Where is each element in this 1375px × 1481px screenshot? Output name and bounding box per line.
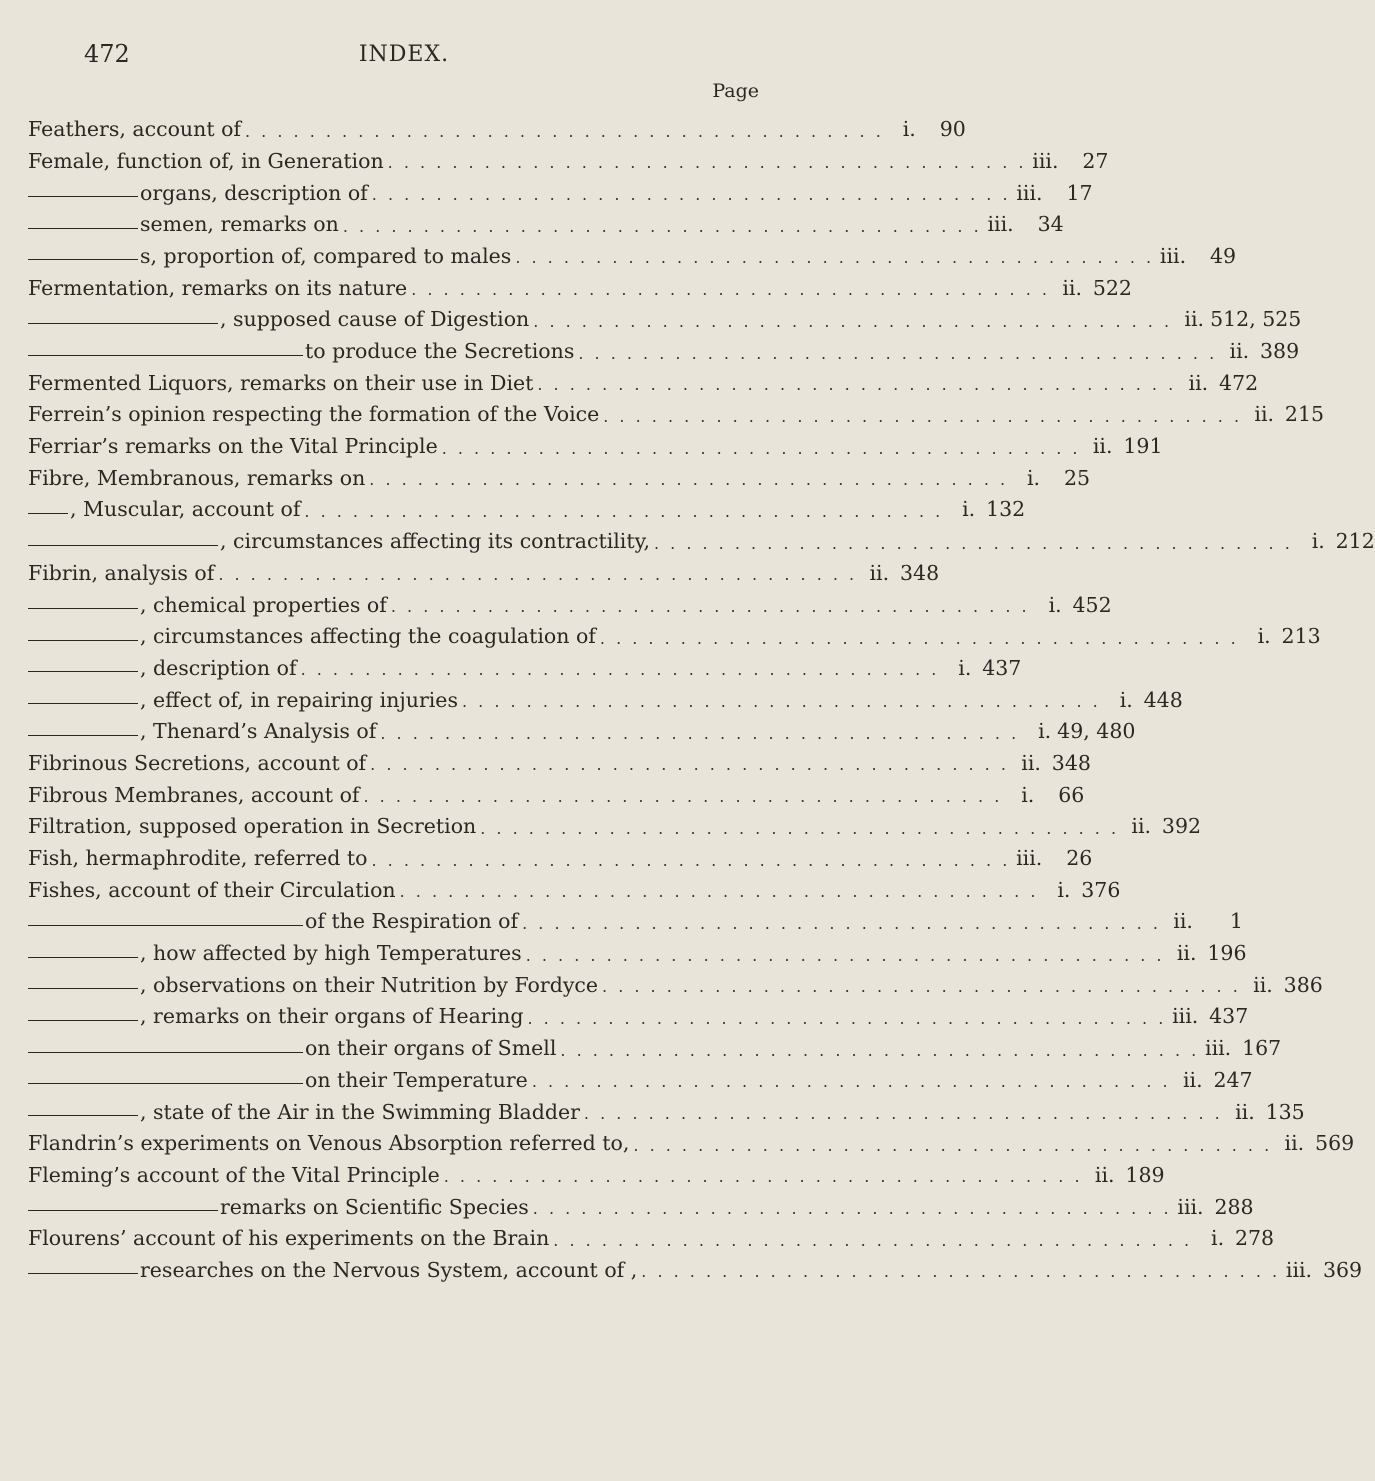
index-entry	[28, 266, 1132, 300]
dot-leader: . . . . . . . . . . . . . . . . . . . . . . . . . . . . . . . . . . . . . . . .	[390, 597, 1030, 616]
dot-leader: . . . . . . . . . . . . . . . . . . . . . . . . . . . . . . . . . . . . . . . .	[533, 311, 1173, 331]
dot-leader: . . . . . . . . . . . . . . . . . . . . . . . . . . . . . . . . . . . . . . . .	[399, 882, 1039, 902]
ditto-dash	[28, 640, 138, 641]
entry-text: researches on the Nervous System, account of ,	[140, 1257, 638, 1282]
ditto-dash	[28, 259, 138, 260]
ditto-dash	[28, 1115, 138, 1116]
dot-leader: . . . . . . . . . . . . . . . . . . . . . . . . . . . . . . . . . . . . . . . .	[369, 470, 1009, 490]
entry-page: 392	[1161, 814, 1202, 839]
entry-volume: ii.	[1184, 307, 1205, 332]
entry-volume: ii.	[1176, 941, 1197, 966]
entry-page: 49	[1210, 243, 1237, 268]
ditto-dash	[28, 355, 303, 356]
entry-text: , effect of, in repairing injuries	[140, 687, 458, 712]
ditto-dash	[28, 735, 138, 736]
dot-leader: . . . . . . . . . . . . . . . . . . . . . . . . . . . . . . . . . . . . . . . .	[480, 818, 1120, 838]
index-entry	[28, 393, 1325, 427]
entry-page: 389	[1260, 339, 1300, 363]
index-entry	[28, 298, 1302, 332]
dot-leader: . . . . . . . . . . . . . . . . . . . . . . . . . . . . . . . . . . . . . . . .	[371, 185, 1011, 205]
dot-leader: . . . . . . . . . . . . . . . . . . . . . . . . . . . . . . . . . . . . . . . .	[370, 755, 1009, 775]
entry-text: , how affected by high Temperatures	[140, 941, 522, 966]
entry-page: 386	[1283, 972, 1323, 997]
index-entry	[28, 1090, 1305, 1124]
dot-leader: . . . . . . . . . . . . . . . . . . . . . . . . . . . . . . . . . . . . . . . .	[387, 153, 1027, 173]
index-entry	[28, 520, 1375, 554]
index-entry	[28, 869, 1121, 902]
index-entry	[28, 710, 1136, 744]
index-entry	[28, 425, 1163, 459]
entry-volume: i.	[1021, 782, 1035, 807]
entry-text: , remarks on their organs of Hearing	[140, 1004, 524, 1029]
index-entry	[28, 330, 1300, 363]
entry-page: 17	[1066, 180, 1093, 205]
entry-volume: iii.	[1177, 1194, 1204, 1219]
entry-volume: i.	[1311, 529, 1325, 554]
ditto-dash	[28, 1083, 303, 1084]
entry-page: 278	[1234, 1226, 1275, 1251]
entry-text: Filtration, supposed operation in Secretion	[28, 814, 477, 839]
entry-volume: i.	[1057, 877, 1071, 902]
entry-text: Fibrous Membranes, account of	[28, 782, 360, 807]
index-entry	[28, 805, 1202, 839]
ditto-dash	[28, 988, 138, 989]
index-entry	[28, 235, 1237, 268]
dot-leader: . . . . . . . . . . . . . . . . . . . . . . . . . . . . . . . . . . . . . . . .	[527, 1008, 1167, 1028]
entry-page: 27	[1082, 148, 1109, 173]
index-entry	[28, 1154, 1165, 1187]
entry-page: 348	[899, 560, 940, 585]
entry-page: 34	[1037, 212, 1064, 237]
index-entry	[28, 1249, 1363, 1282]
entry-text: Fibre, Membranous, remarks on	[28, 465, 366, 490]
index-entry	[28, 900, 1243, 934]
entry-text: Flourens’ account of his experiments on the Brain	[28, 1226, 550, 1251]
entry-text: , observations on their Nutrition by Fordyce	[140, 972, 599, 997]
entry-page: 212	[1335, 529, 1375, 554]
index-entry	[28, 615, 1321, 649]
entry-volume: i.	[902, 117, 916, 142]
entry-text: on their Temperature	[305, 1067, 528, 1092]
entry-page: 437	[1209, 1004, 1249, 1029]
index-entries	[28, 108, 1375, 1282]
entry-text: Flandrin’s experiments on Venous Absorption referred to,	[28, 1131, 630, 1156]
entry-text: Fermented Liquors, remarks on their use in Diet	[28, 370, 534, 395]
entry-text: Fleming’s account of the Vital Principle	[28, 1162, 440, 1187]
entry-volume: ii.	[1229, 339, 1250, 363]
entry-page: 135	[1265, 1099, 1305, 1124]
dot-leader: . . . . . . . . . . . . . . . . . . . . . . . . . . . . . . . . . . . . . . . .	[532, 1199, 1172, 1219]
page-header	[84, 40, 724, 70]
entry-text: s, proportion of, compared to males	[140, 243, 512, 268]
index-entry	[28, 678, 1183, 712]
index-entry	[28, 203, 1064, 237]
entry-volume: i.	[962, 497, 976, 522]
entry-page: 1	[1229, 909, 1243, 934]
index-entry	[28, 964, 1323, 997]
entry-page: 369	[1322, 1257, 1363, 1282]
entry-volume: ii.	[1182, 1067, 1203, 1092]
index-entry	[28, 1027, 1282, 1061]
dot-leader: . . . . . . . . . . . . . . . . . . . . . . . . . . . . . . . . . . . . . . . .	[363, 787, 1003, 807]
entry-page: 189	[1125, 1162, 1165, 1187]
entry-volume: iii.	[1205, 1036, 1232, 1061]
entry-text: Ferriar’s remarks on the Vital Principle	[28, 434, 438, 459]
dot-leader: . . . . . . . . . . . . . . . . . . . . . . . . . . . . . . . . . . . . . . . .	[578, 343, 1218, 363]
entry-volume: iii.	[1159, 243, 1187, 268]
entry-text: , Thenard’s Analysis of	[140, 719, 377, 744]
entry-page: 247	[1213, 1067, 1253, 1092]
entry-page: 215	[1284, 402, 1325, 427]
index-entry	[28, 552, 940, 585]
entry-volume: ii.	[1235, 1099, 1255, 1124]
dot-leader: . . . . . . . . . . . . . . . . . . . . . . . . . . . . . . . . . . . . . . . .	[531, 1072, 1171, 1092]
index-entry	[28, 457, 1091, 490]
entry-text: Feathers, account of	[28, 117, 241, 142]
entry-text: , description of	[140, 655, 297, 680]
ditto-dash	[28, 228, 138, 229]
dot-leader: . . . . . . . . . . . . . . . . . . . . . . . . . . . . . . . . . . . . . . . .	[525, 945, 1165, 965]
page-column-label: Page	[712, 80, 759, 102]
entry-volume: ii.	[1188, 370, 1209, 395]
index-entry	[28, 583, 1112, 617]
entry-volume: i.	[1257, 624, 1271, 649]
entry-volume: ii.	[1173, 909, 1193, 934]
index-entry	[28, 1059, 1253, 1092]
index-entry	[28, 837, 1093, 870]
entry-page: 25	[1063, 465, 1091, 490]
dot-leader: . . . . . . . . . . . . . . . . . . . . . . . . . . . . . . . . . . . . . . . .	[461, 692, 1101, 712]
dot-leader: . . . . . . . . . . . . . . . . . . . . . . . . . . . . . . . . . . . . . . . .	[371, 850, 1011, 870]
entry-page: 90	[939, 117, 966, 142]
index-entry	[28, 647, 1022, 680]
ditto-dash	[28, 513, 68, 514]
ditto-dash	[28, 545, 218, 546]
dot-leader: . . . . . . . . . . . . . . . . . . . . . . . . . . . . . . . . . . . . . . . .	[553, 1230, 1193, 1250]
page-number: 472	[84, 40, 130, 68]
ditto-dash	[28, 1052, 303, 1053]
entry-volume: iii.	[987, 212, 1014, 237]
index-entry	[28, 171, 1093, 205]
entry-volume: iii.	[1172, 1004, 1199, 1029]
entry-page: 167	[1242, 1036, 1282, 1061]
dot-leader: . . . . . . . . . . . . . . . . . . . . . . . . . . . . . . . . . . . . . . . .	[411, 280, 1050, 300]
entry-volume: iii.	[1285, 1257, 1313, 1282]
entry-text: Fibrin, analysis of	[28, 560, 215, 585]
ditto-dash	[28, 957, 138, 958]
entry-text: Ferrein’s opinion respecting the formation of the Voice	[28, 402, 600, 427]
dot-leader: . . . . . . . . . . . . . . . . . . . . . . . . . . . . . . . . . . . . . . . .	[515, 248, 1155, 268]
index-entry	[28, 488, 1026, 522]
entry-volume: ii.	[1021, 750, 1041, 775]
entry-volume: i.	[958, 655, 972, 680]
index-entry	[28, 995, 1249, 1029]
entry-volume: ii.	[1092, 434, 1113, 459]
entry-text: organs, description of	[140, 180, 368, 205]
entry-page: 522	[1092, 275, 1132, 300]
dot-leader: . . . . . . . . . . . . . . . . . . . . . . . . . . . . . . . . . . . . . . . .	[522, 913, 1161, 933]
dot-leader: . . . . . . . . . . . . . . . . . . . . . . . . . . . . . . . . . . . . . . . .	[603, 406, 1243, 426]
dot-leader: . . . . . . . . . . . . . . . . . . . . . . . . . . . . . . . . . . . . . . . .	[380, 723, 1020, 743]
entry-page: 191	[1123, 434, 1163, 459]
dot-leader: . . . . . . . . . . . . . . . . . . . . . . . . . . . . . . . . . . . . . . . .	[633, 1135, 1273, 1155]
entry-volume: iii.	[1016, 180, 1043, 205]
entry-volume: i.	[1119, 687, 1133, 712]
entry-page: 288	[1214, 1194, 1254, 1219]
index-entry	[28, 932, 1247, 966]
entry-page: 66	[1058, 782, 1085, 807]
entry-text: Fish, hermaphrodite, referred to	[28, 846, 368, 870]
ditto-dash	[28, 608, 138, 609]
entry-page: 569	[1315, 1131, 1355, 1156]
entry-volume: ii.	[1254, 402, 1275, 427]
entry-volume: ii.	[869, 560, 890, 585]
dot-leader: . . . . . . . . . . . . . . . . . . . . . . . . . . . . . . . . . . . . . . . .	[537, 375, 1177, 395]
ditto-dash	[28, 925, 303, 926]
entry-page: 448	[1143, 687, 1183, 712]
index-entry	[28, 1185, 1254, 1219]
index-entry	[28, 140, 1109, 173]
entry-volume: ii.	[1284, 1131, 1305, 1156]
dot-leader: . . . . . . . . . . . . . . . . . . . . . . . . . . . . . . . . . . . . . . . .	[560, 1040, 1200, 1060]
entry-page: 196	[1207, 941, 1247, 966]
entry-volume: i.	[1211, 1226, 1225, 1251]
entry-volume: ii.	[1094, 1162, 1115, 1187]
entry-text: Fermentation, remarks on its nature	[28, 275, 408, 300]
dot-leader: . . . . . . . . . . . . . . . . . . . . . . . . . . . . . . . . . . . . . . . .	[300, 660, 940, 680]
entry-page: 512, 525	[1210, 307, 1302, 332]
entry-volume: iii.	[1016, 846, 1043, 870]
ditto-dash	[28, 671, 138, 672]
entry-text: , Muscular, account of	[70, 497, 301, 522]
entry-volume: i.	[1027, 465, 1041, 490]
entry-text: , supposed cause of Digestion	[220, 307, 530, 332]
dot-leader: . . . . . . . . . . . . . . . . . . . . . . . . . . . . . . . . . . . . . . . .	[342, 216, 982, 236]
entry-text: to produce the Secretions	[305, 339, 575, 363]
ditto-dash	[28, 1020, 138, 1021]
entry-page: 472	[1219, 370, 1259, 395]
entry-volume: i.	[1048, 592, 1062, 617]
entry-page: 213	[1281, 624, 1321, 649]
index-entry	[28, 108, 966, 142]
ditto-dash	[28, 1210, 218, 1211]
entry-text: , circumstances affecting the coagulation of	[140, 624, 596, 649]
entry-text: , circumstances affecting its contractility,	[220, 529, 650, 554]
entry-page: 49, 480	[1057, 719, 1136, 744]
entry-page: 348	[1051, 750, 1091, 775]
entry-text: Fishes, account of their Circulation	[28, 877, 396, 902]
entry-text: semen, remarks on	[140, 212, 339, 237]
entry-volume: iii.	[1032, 148, 1059, 173]
dot-leader: . . . . . . . . . . . . . . . . . . . . . . . . . . . . . . . . . . . . . . . .	[443, 1167, 1083, 1187]
dot-leader: . . . . . . . . . . . . . . . . . . . . . . . . . . . . . . . . . . . . . . . .	[304, 501, 944, 521]
dot-leader: . . . . . . . . . . . . . . . . . . . . . . . . . . . . . . . . . . . . . . . .	[583, 1104, 1223, 1123]
entry-text: , state of the Air in the Swimming Bladder	[140, 1099, 580, 1124]
index-entry	[28, 1217, 1275, 1251]
entry-page: 26	[1066, 846, 1093, 870]
entry-text: on their organs of Smell	[305, 1036, 557, 1061]
ditto-dash	[28, 196, 138, 197]
entry-page: 132	[986, 497, 1026, 522]
entry-text: , chemical properties of	[140, 592, 387, 617]
entry-volume: ii.	[1131, 814, 1152, 839]
ditto-dash	[28, 703, 138, 704]
entry-volume: ii.	[1062, 275, 1082, 300]
entry-volume: ii.	[1253, 972, 1273, 997]
index-entry	[28, 1122, 1355, 1156]
entry-page: 452	[1072, 592, 1112, 617]
dot-leader: . . . . . . . . . . . . . . . . . . . . . . . . . . . . . . . . . . . . . . . .	[641, 1262, 1281, 1282]
dot-leader: . . . . . . . . . . . . . . . . . . . . . . . . . . . . . . . . . . . . . . . .	[441, 438, 1081, 458]
entry-page: 376	[1081, 877, 1121, 902]
index-entry	[28, 773, 1085, 807]
dot-leader: . . . . . . . . . . . . . . . . . . . . . . . . . . . . . . . . . . . . . . . .	[218, 565, 858, 585]
dot-leader: . . . . . . . . . . . . . . . . . . . . . . . . . . . . . . . . . . . . . . . .	[599, 628, 1239, 648]
entry-volume: i.	[1038, 719, 1052, 744]
running-title: INDEX.	[358, 42, 450, 67]
entry-text: Female, function of, in Generation	[28, 148, 384, 173]
ditto-dash	[28, 1273, 138, 1274]
entry-text: Fibrinous Secretions, account of	[28, 750, 367, 775]
index-entry	[28, 742, 1091, 775]
entry-page: 437	[982, 655, 1022, 680]
entry-text: of the Respiration of	[305, 909, 519, 934]
dot-leader: . . . . . . . . . . . . . . . . . . . . . . . . . . . . . . . . . . . . . . . .	[653, 533, 1293, 553]
entry-text: remarks on Scientific Species	[220, 1194, 529, 1219]
dot-leader: . . . . . . . . . . . . . . . . . . . . . . . . . . . . . . . . . . . . . . . .	[602, 977, 1241, 997]
ditto-dash	[28, 323, 218, 324]
dot-leader: . . . . . . . . . . . . . . . . . . . . . . . . . . . . . . . . . . . . . . . .	[245, 121, 884, 141]
index-entry	[28, 362, 1259, 395]
